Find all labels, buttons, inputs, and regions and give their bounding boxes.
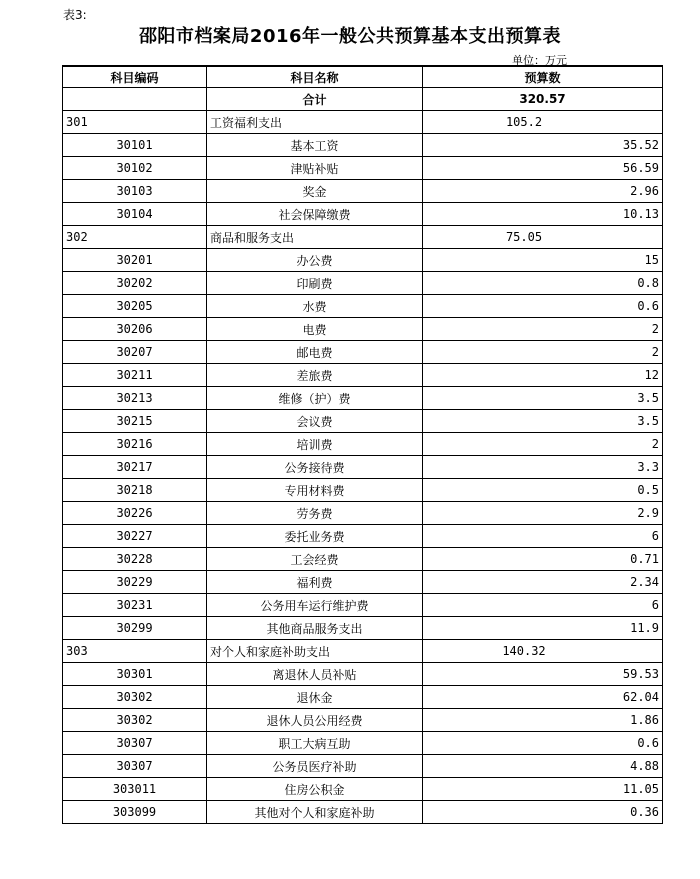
table-number: 表3:: [63, 8, 87, 22]
item-code: 30228: [63, 548, 207, 571]
item-code: 30215: [63, 410, 207, 433]
table-row: [63, 249, 663, 272]
table-row: [63, 295, 663, 318]
item-code: 30218: [63, 479, 207, 502]
group-name: 商品和服务支出: [207, 226, 423, 249]
item-name: 离退休人员补贴: [207, 663, 423, 686]
item-code: 30307: [63, 755, 207, 778]
item-amount: 1.86: [423, 709, 663, 732]
item-name: 福利费: [207, 571, 423, 594]
table-row: [63, 341, 663, 364]
item-code: 30101: [63, 134, 207, 157]
table-row: [63, 663, 663, 686]
group-code: 302: [63, 226, 207, 249]
item-amount: 3.5: [423, 387, 663, 410]
table-body: [63, 88, 663, 824]
table-row: [63, 203, 663, 226]
header-row: [63, 66, 663, 88]
item-amount: 10.13: [423, 203, 663, 226]
item-name: 职工大病互助: [207, 732, 423, 755]
budget-table: [62, 65, 663, 824]
item-amount: 62.04: [423, 686, 663, 709]
group-code: 303: [63, 640, 207, 663]
total-value: 320.57: [423, 88, 663, 111]
total-code-cell: [63, 88, 207, 111]
item-code: 30202: [63, 272, 207, 295]
item-amount: 0.6: [423, 295, 663, 318]
table-row: [63, 364, 663, 387]
item-code: 30301: [63, 663, 207, 686]
item-code: 30216: [63, 433, 207, 456]
item-name: 其他对个人和家庭补助: [207, 801, 423, 824]
item-amount: 35.52: [423, 134, 663, 157]
item-name: 电费: [207, 318, 423, 341]
table-row: [63, 456, 663, 479]
item-name: 基本工资: [207, 134, 423, 157]
group-code: 301: [63, 111, 207, 134]
item-name: 邮电费: [207, 341, 423, 364]
item-code: 30231: [63, 594, 207, 617]
table-row: [63, 571, 663, 594]
item-name: 退休人员公用经费: [207, 709, 423, 732]
item-code: 30206: [63, 318, 207, 341]
item-amount: 0.5: [423, 479, 663, 502]
item-name: 公务用车运行维护费: [207, 594, 423, 617]
item-code: 303011: [63, 778, 207, 801]
item-amount: 0.8: [423, 272, 663, 295]
item-code: 30302: [63, 709, 207, 732]
item-code: 30299: [63, 617, 207, 640]
table-row: [63, 755, 663, 778]
item-amount: 2: [423, 433, 663, 456]
group-amount: 75.05: [423, 226, 663, 249]
item-code: 30205: [63, 295, 207, 318]
item-code: 30213: [63, 387, 207, 410]
item-amount: 2: [423, 318, 663, 341]
table-row: [63, 548, 663, 571]
table-row: [63, 801, 663, 824]
item-code: 30229: [63, 571, 207, 594]
item-amount: 56.59: [423, 157, 663, 180]
item-name: 公务员医疗补助: [207, 755, 423, 778]
item-name: 培训费: [207, 433, 423, 456]
item-amount: 3.5: [423, 410, 663, 433]
group-row: [63, 640, 663, 663]
item-name: 会议费: [207, 410, 423, 433]
item-name: 办公费: [207, 249, 423, 272]
table-row: [63, 180, 663, 203]
item-amount: 6: [423, 525, 663, 548]
item-name: 工会经费: [207, 548, 423, 571]
item-amount: 15: [423, 249, 663, 272]
item-name: 其他商品服务支出: [207, 617, 423, 640]
item-amount: 11.9: [423, 617, 663, 640]
table-row: [63, 157, 663, 180]
table-row: [63, 525, 663, 548]
item-name: 奖金: [207, 180, 423, 203]
item-amount: 3.3: [423, 456, 663, 479]
group-amount: 105.2: [423, 111, 663, 134]
header-amount: 预算数: [423, 66, 663, 88]
item-code: 30302: [63, 686, 207, 709]
header-name: 科目名称: [207, 66, 423, 88]
header-code: 科目编码: [63, 66, 207, 88]
item-code: 30104: [63, 203, 207, 226]
group-name: 工资福利支出: [207, 111, 423, 134]
table-row: [63, 502, 663, 525]
table-row: [63, 272, 663, 295]
item-code: 303099: [63, 801, 207, 824]
item-code: 30102: [63, 157, 207, 180]
page-title: 邵阳市档案局2016年一般公共预算基本支出预算表: [138, 26, 562, 47]
total-row: [63, 88, 663, 111]
table-row: [63, 433, 663, 456]
item-name: 退休金: [207, 686, 423, 709]
item-code: 30217: [63, 456, 207, 479]
item-name: 社会保障缴费: [207, 203, 423, 226]
item-amount: 4.88: [423, 755, 663, 778]
group-amount: 140.32: [423, 640, 663, 663]
table-row: [63, 134, 663, 157]
table-row: [63, 778, 663, 801]
item-code: 30227: [63, 525, 207, 548]
table-row: [63, 732, 663, 755]
item-code: 30307: [63, 732, 207, 755]
item-amount: 2.9: [423, 502, 663, 525]
total-label: 合计: [207, 88, 423, 111]
item-amount: 0.6: [423, 732, 663, 755]
item-amount: 2: [423, 341, 663, 364]
item-name: 维修（护）费: [207, 387, 423, 410]
item-amount: 2.34: [423, 571, 663, 594]
table-row: [63, 617, 663, 640]
item-name: 专用材料费: [207, 479, 423, 502]
item-amount: 59.53: [423, 663, 663, 686]
group-row: [63, 226, 663, 249]
unit-label: 单位：万元: [512, 54, 567, 67]
item-amount: 12: [423, 364, 663, 387]
table-row: [63, 686, 663, 709]
table-row: [63, 479, 663, 502]
item-name: 津贴补贴: [207, 157, 423, 180]
table-row: [63, 387, 663, 410]
item-code: 30211: [63, 364, 207, 387]
item-code: 30201: [63, 249, 207, 272]
table-row: [63, 410, 663, 433]
table-row: [63, 594, 663, 617]
group-row: [63, 111, 663, 134]
item-name: 差旅费: [207, 364, 423, 387]
item-code: 30103: [63, 180, 207, 203]
item-amount: 2.96: [423, 180, 663, 203]
item-name: 劳务费: [207, 502, 423, 525]
item-amount: 0.71: [423, 548, 663, 571]
item-name: 住房公积金: [207, 778, 423, 801]
item-code: 30207: [63, 341, 207, 364]
item-name: 水费: [207, 295, 423, 318]
item-name: 公务接待费: [207, 456, 423, 479]
table-row: [63, 709, 663, 732]
item-amount: 6: [423, 594, 663, 617]
group-name: 对个人和家庭补助支出: [207, 640, 423, 663]
item-code: 30226: [63, 502, 207, 525]
item-amount: 0.36: [423, 801, 663, 824]
item-amount: 11.05: [423, 778, 663, 801]
item-name: 印刷费: [207, 272, 423, 295]
item-name: 委托业务费: [207, 525, 423, 548]
table-row: [63, 318, 663, 341]
